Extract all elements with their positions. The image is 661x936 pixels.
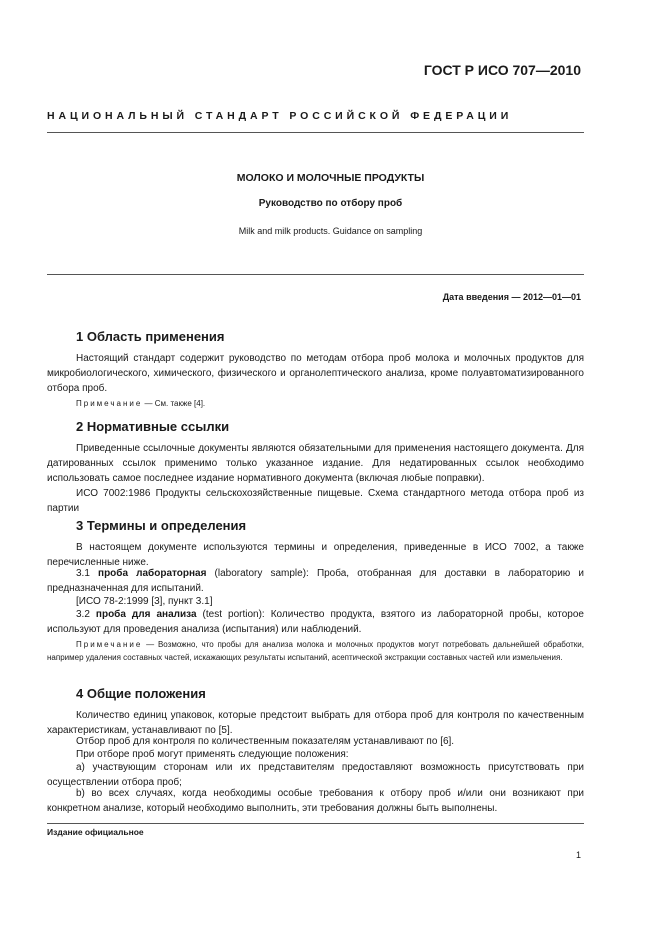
section-4-paragraph-1: Количество единиц упаковок, которые предстоит выбрать для отбора проб для контроля по качественным характеристикам, устанавливают по [5]. (47, 710, 584, 736)
term-laboratory-sample-reference: [ИСО 78-2:1999 [3], пункт 3.1] (76, 596, 213, 607)
page-number: 1 (575, 850, 581, 860)
section-4-item-b: b) во всех случаях, когда необходимы особые требования к отбору проб и/или они возникают при конкретном анализе, который необходимо выполнить, эти требования должны быть выполнены. (47, 788, 584, 814)
section-3-paragraph-1: В настоящем документе используются термины и определения, приведенные в ИСО 7002, а также перечисленные ниже. (47, 542, 584, 568)
section-3-heading: 3 Термины и определения (76, 518, 247, 533)
section-4-paragraph-2: Отбор проб для контроля по количественным показателям устанавливают по [6]. (76, 736, 455, 747)
section-4-item-a: а) участвующим сторонам или их представителям предоставляют возможность присутствовать при осуществлении отбора проб; (47, 762, 584, 788)
header-divider (47, 132, 584, 133)
section-1-heading: 1 Область применения (76, 329, 225, 344)
section-2-heading: 2 Нормативные ссылки (76, 419, 230, 434)
section-2-paragraph-1: Приведенные ссылочные документы являются обязательными для применения настоящего документа. Для датированных ссылок применимо только указанное издание. Для недатированных ссылок необходимо использовать самое последнее издание нормативного документа (включая любые поправки). (47, 443, 584, 484)
edition-label: Издание официальное (47, 827, 144, 837)
title-divider (47, 274, 584, 275)
national-standard-banner: НАЦИОНАЛЬНЫЙ СТАНДАРТ РОССИЙСКОЙ ФЕДЕРАЦИИ (47, 110, 513, 122)
document-title-english: Milk and milk products. Guidance on sampling (238, 226, 423, 236)
section-1-note: Примечание — См. также [4]. (76, 399, 206, 408)
section-1-paragraph: Настоящий стандарт содержит руководство по методам отбора проб молока и молочных продуктов для микробиологического, химического, физического и органолептического анализа, кроме полуавтоматизированного отбора проб. (47, 353, 584, 394)
effective-date: Дата введения — 2012—01—01 (442, 292, 581, 302)
document-code: ГОСТ Р ИСО 707—2010 (423, 62, 581, 78)
document-subtitle: Руководство по отбору проб (258, 198, 403, 209)
section-2-paragraph-2: ИСО 7002:1986 Продукты сельскохозяйственные пищевые. Схема стандартного метода отбора проб из партии (47, 488, 584, 514)
document-title: МОЛОКО И МОЛОЧНЫЕ ПРОДУКТЫ (236, 172, 425, 184)
section-4-heading: 4 Общие положения (76, 686, 206, 701)
section-4-paragraph-3: При отборе проб могут применять следующие положения: (76, 749, 349, 760)
term-laboratory-sample: 3.1 проба лабораторная (laboratory sample): Проба, отобранная для доставки в лабораторию и предназначенная для испытаний. (47, 568, 584, 594)
footer-divider (47, 823, 584, 824)
term-test-portion: 3.2 проба для анализа (test portion): Количество продукта, взятого из лабораторной пробы, которое используют для проведения анализа (испытания) или наблюдений. (47, 609, 584, 635)
section-3-note: Примечание — Возможно, что пробы для анализа молока и молочных продуктов могут потребовать дальнейшей обработки, например удаления составных частей, искажающих результаты испытаний, асептической экстракции составных частей или измельчения. (47, 640, 584, 662)
